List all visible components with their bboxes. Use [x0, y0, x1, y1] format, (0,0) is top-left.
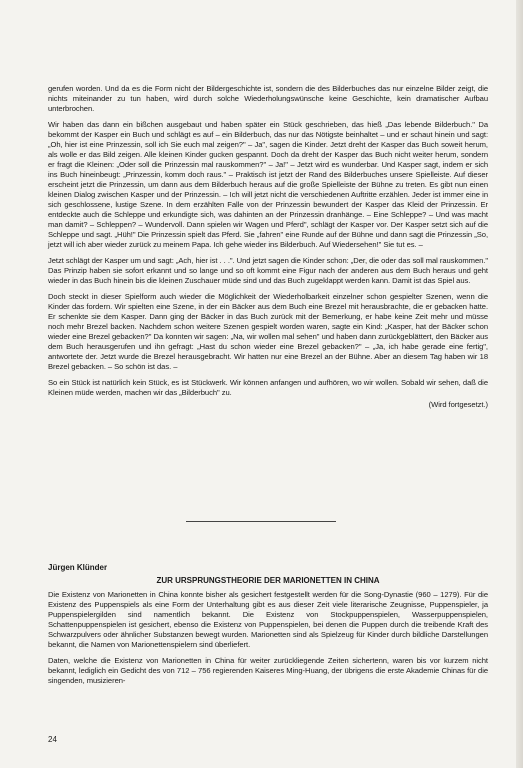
article-continuation: [48, 84, 488, 410]
paragraph: So ein Stück ist natürlich kein Stück, es ist Stückwerk. Wir können anfangen und aufhören, wo wir wollen. Sobald wir sehen, daß die Kleinen müde werden, machen wir das „Bilderbuch" zu.: [48, 378, 488, 397]
binding-edge: [516, 0, 523, 768]
article-body: [48, 590, 488, 692]
paragraph: Jetzt schlägt der Kasper um und sagt: „Ach, hier ist . . .". Und jetzt sagen die Kinder schon: „Der, die oder das soll mal rauskommen." Das Prinzip haben sie sofort erkannt und so lange und so oft kommt eine Figur nach der anderen aus dem Buch heraus und geht wieder in das Buch hinein bis die kleinen Zuschauer müde sind und das Buch zugeklappt werden kann. Damit ist das Spiel aus.: [48, 256, 488, 285]
author-name: Jürgen Klünder: [48, 563, 108, 572]
paragraph: Wir haben das dann ein bißchen ausgebaut und haben später ein Stück geschrieben, das hieß „Das lebende Bilderbuch." Da bekommt der Kasper ein Buch und schlägt es auf – ein Bilderbuch, das nur das Nötigste beinhaltet – und er schaut hinein und sagt: „Oh, hier ist eine Prinzessin, soll ich Sie euch mal zeigen?" – Ja", sagen die Kinder. Jetzt dreht der Kasper das Buch soweit herum, als wolle er das Bild zeigen. Alle kleinen Kinder gucken gespannt. Doch da dreht der Kasper das Buch nicht weiter herum, sondern er fragt die Kleinen: „Oder soll die Prinzessin mal rauskommen?" – Ja!" – Jetzt wird es wunderbar. Und Kasper sagt, indem er sich ins Buch hineinbeugt: „Prinzessin, komm doch raus." – Praktisch ist jetzt der Rand des Bilderbuches unsere Spielleiste. Auf dieser erscheint jetzt die Prinzessin, um dann aus dem Bilderbuch heraus auf die große Spielleiste der Bühne zu treten. Es gibt nun einen kleinen Dialog zwischen Kasper und der Prinzessin. – Ich will jetzt nicht die verschiedenen Auftritte erzählen. Jeder ist immer eine in sich geschlossene, lustige Szene. In dem erzählten Falle von der Prinzessin bewundert der Kasper das Kleid der Prinzessin. Er entdeckte auch die Schleppe und erkundigte sich, was dahinten an der Prinzessin dranhänge. – Eine Schleppe? – Und was macht man damit? – Schleppen? – Wundervoll. Dann spielen wir Wagen und Pferd", schlägt der Kasper vor. Der Kasper setzt sich auf die Schleppe und sagt. „Hüh!" Die Prinzessin spielt das Pferd. Sie „fahren" eine Runde auf der Bühne und dann sagt die Prinzessin „So, jetzt will ich aber wieder zurück zu meinem Papa. Ich gehe wieder ins Bilderbuch. Auf Wiedersehen!" Sie tut es. –: [48, 120, 488, 249]
paragraph: Doch steckt in dieser Spielform auch wieder die Möglichkeit der Wiederholbarkeit einzelner schon gespielter Szenen, wenn die Kinder das fordern. Wir spielten eine Szene, in der ein Bäcker aus dem Buch eine Brezel mit herausbrachte, die er gebacken hatte. Er schenkte sie dem Kasper. Dann ging der Bäcker in das Buch zurück mit der Bemerkung, er habe keine Zeit mehr und müsse noch mehr Brezel backen. Nachdem schon weitere Szenen gespielt worden waren, sagte ein Kind: „Kasper, hat der Bäcker schon wieder eine Brezel gebacken?" Da konnten wir sagen: „Na, wir wollen mal sehen" und haben dann zurückgeblättert, den Bäcker aus dem Buch herausgerufen und ihn gefragt: „Hast du schon wieder eine Brezel gebacken?" – „Ja, ich habe gerade eine fertig", antwortete der. Jetzt wurde die Brezel herausgebracht. Wir hatten nur eine Brezel an der Bühne. Aber an diesem Tag haben wir 18 Brezel gebacken. – So schön ist das. –: [48, 292, 488, 371]
article-title: ZUR URSPRUNGSTHEORIE DER MARIONETTEN IN CHINA: [156, 576, 380, 585]
paragraph: gerufen worden. Und da es die Form nicht der Bildergeschichte ist, sondern die des Bilderbuches das nur einzelne Bilder zeigt, die nichts miteinander zu tun haben, wird durch solche Wiederholungswünsche keine Geschichte, kein dramatischer Aufbau unterbrochen.: [48, 84, 488, 113]
continued-note: (Wird fortgesetzt.): [428, 400, 488, 409]
section-divider: [186, 521, 336, 522]
page-number: 24: [48, 735, 57, 744]
paragraph: Daten, welche die Existenz von Marionetten in China für weiter zurückliegende Zeiten sichertenn, waren bis vor kurzem nicht bekannt, lediglich ein Gedicht des von 712 – 756 regierenden Kaiseres Ming-Huang, der übrigens die erste Akademie Chinas für die singenden, musizieren-: [48, 656, 488, 685]
paragraph: Die Existenz von Marionetten in China konnte bisher als gesichert festgestellt werden für die Song-Dynastie (960 – 1279). Für die Existenz des Puppenspiels als eine Form der Unterhaltung gibt es aus dieser Zeit viele literarische Zeugnisse, Puppenspieler, ja Puppenspielergilden sind namentlich bekannt. Die Existenz von Stockpuppenspielen, Wasserpuppenspielen, Schattenpuppenspielen ist gesichert, ebenso die Existenz von Puppenspielen, bei denen die Puppen durch die treibende Kraft des Schwarzpulvers oder ähnlicher Substanzen bewegt wurden. Marionetten sind als Spielzeug für Kinder durch bildliche Darstellungen bekannt, die Namen von Marionettenspielern sind überliefert.: [48, 590, 488, 649]
